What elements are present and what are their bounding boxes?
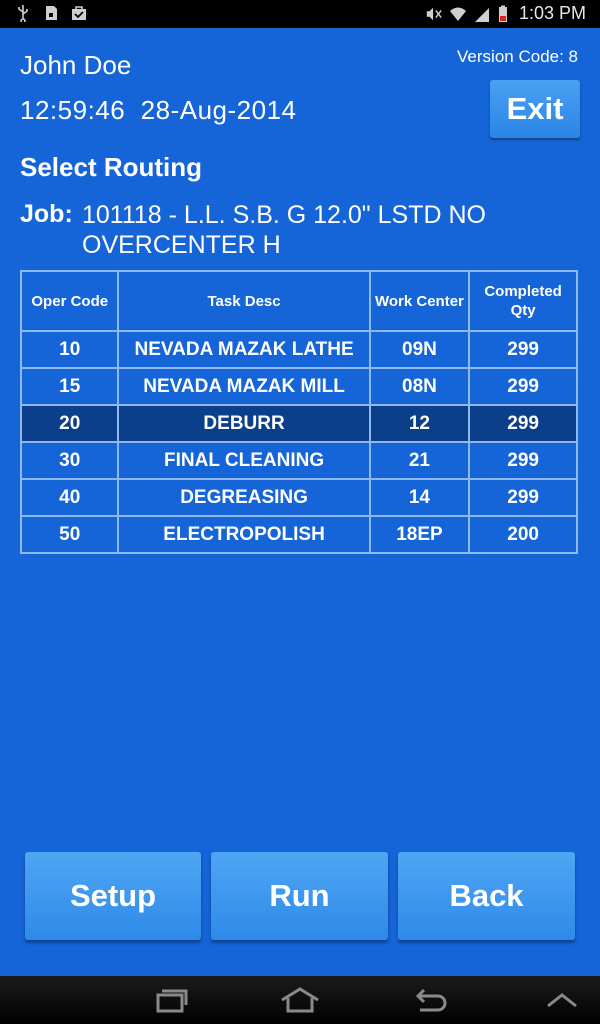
version-code: Version Code: 8 xyxy=(457,47,578,66)
routing-table xyxy=(20,270,578,554)
bag-icon xyxy=(70,4,88,22)
battery-icon xyxy=(497,5,509,23)
setup-button[interactable]: Setup xyxy=(25,852,201,940)
header-task-desc: Task Desc xyxy=(118,271,369,331)
cell-oper-code: 15 xyxy=(21,368,118,405)
home-icon[interactable] xyxy=(278,986,322,1014)
mute-icon xyxy=(425,5,443,23)
header-work-center: Work Center xyxy=(370,271,470,331)
status-bar xyxy=(0,0,600,28)
cell-oper-code: 20 xyxy=(21,405,118,442)
header-completed-qty xyxy=(469,271,577,331)
recent-apps-icon[interactable] xyxy=(150,986,190,1014)
cell-task-desc: NEVADA MAZAK LATHE xyxy=(118,331,369,368)
exit-button[interactable]: Exit xyxy=(490,80,580,138)
cell-completed-qty: 299 xyxy=(469,405,577,442)
header-completed-qty-label: Completed Qty xyxy=(484,283,562,319)
back-button[interactable]: Back xyxy=(398,852,575,940)
table-row[interactable] xyxy=(21,516,577,553)
cell-task-desc: DEBURR xyxy=(118,405,369,442)
navigation-bar xyxy=(0,976,600,1024)
job-value: 101118 - L.L. S.B. G 12.0" LSTD NO OVERCENTER H xyxy=(82,201,486,259)
cell-work-center: 21 xyxy=(370,442,470,479)
run-button[interactable]: Run xyxy=(211,852,388,940)
job-label: Job: xyxy=(20,200,73,228)
cell-task-desc: NEVADA MAZAK MILL xyxy=(118,368,369,405)
table-row[interactable] xyxy=(21,479,577,516)
cell-work-center: 08N xyxy=(370,368,470,405)
table-header-row xyxy=(21,271,577,331)
cell-oper-code: 30 xyxy=(21,442,118,479)
user-name: John Doe xyxy=(20,50,132,80)
wifi-icon xyxy=(449,5,467,23)
cell-work-center: 14 xyxy=(370,479,470,516)
cell-completed-qty: 299 xyxy=(469,442,577,479)
cell-completed-qty: 299 xyxy=(469,331,577,368)
signal-icon xyxy=(473,5,491,23)
cell-work-center: 18EP xyxy=(370,516,470,553)
cell-oper-code: 10 xyxy=(21,331,118,368)
cell-oper-code: 40 xyxy=(21,479,118,516)
table-row[interactable] xyxy=(21,331,577,368)
sd-card-icon xyxy=(42,4,60,22)
table-row-selected[interactable] xyxy=(21,405,577,442)
status-time: 1:03 PM xyxy=(518,3,586,23)
table-row[interactable] xyxy=(21,442,577,479)
cell-task-desc: ELECTROPOLISH xyxy=(118,516,369,553)
cell-completed-qty: 299 xyxy=(469,368,577,405)
page-title: Select Routing xyxy=(20,152,203,182)
cell-work-center: 09N xyxy=(370,331,470,368)
cell-oper-code: 50 xyxy=(21,516,118,553)
cell-task-desc: FINAL CLEANING xyxy=(118,442,369,479)
header-oper-code: Oper Code xyxy=(21,271,118,331)
cell-completed-qty: 200 xyxy=(469,516,577,553)
usb-icon xyxy=(14,4,32,22)
back-nav-icon[interactable] xyxy=(410,986,450,1014)
cell-work-center: 12 xyxy=(370,405,470,442)
cell-task-desc: DEGREASING xyxy=(118,479,369,516)
menu-up-icon[interactable] xyxy=(544,986,580,1014)
table-row[interactable] xyxy=(21,368,577,405)
cell-completed-qty: 299 xyxy=(469,479,577,516)
datetime-label: 12:59:46 28-Aug-2014 xyxy=(20,95,297,125)
